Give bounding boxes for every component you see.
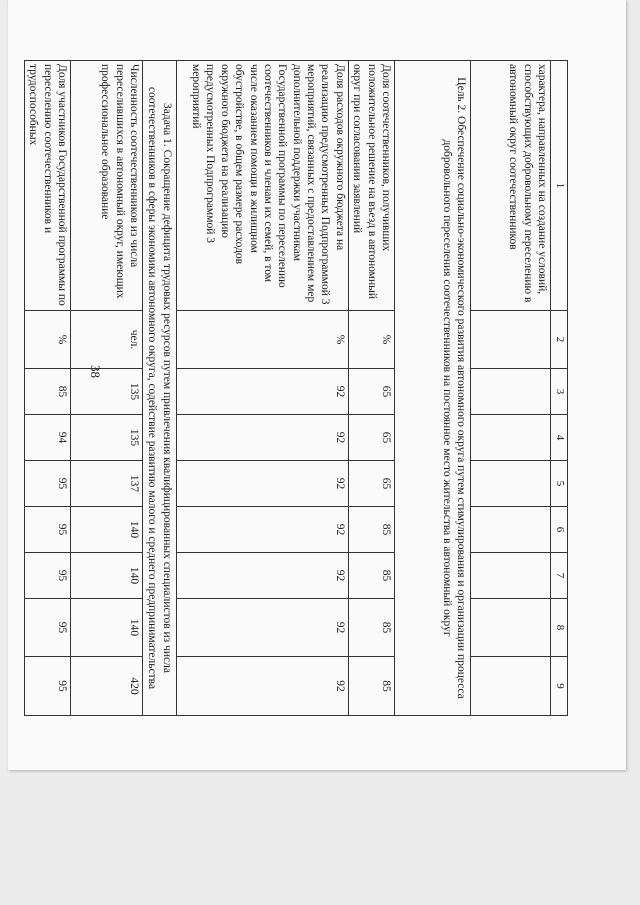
value-cell	[471, 553, 551, 599]
value-cell: 65	[348, 461, 394, 507]
goal-text: Задача 1. Сокращение дефицита трудовых ресурсов путем привлечения квалифицированных специалистов из числа соотечественников в сферы экономики автономного округа, содействие развитию малого и среднего предпринимательства	[143, 61, 177, 716]
value-cell	[471, 369, 551, 415]
value-cell: 65	[348, 415, 394, 461]
header-cell: 3	[551, 369, 568, 415]
header-cell: 6	[551, 507, 568, 553]
value-cell: 140	[71, 507, 143, 553]
value-cell	[471, 599, 551, 657]
value-cell: 92	[176, 461, 348, 507]
value-cell	[471, 507, 551, 553]
value-cell: 92	[176, 415, 348, 461]
goal-row	[395, 61, 471, 716]
table-row	[25, 61, 71, 716]
indicator-name-cell: Доля расходов окружного бюджета на реализацию предусмотренных Подпрограммой 3 мероприятий, связанных с предоставлением мер дополнительной поддержки участникам Государственной программы по переселению соотечественников и членам их семей, в том числе оказанием помощи в жилищном обустройстве, в общем размере расходов окружного бюджета на реализацию предусмотренных Подпрограммой 3 мероприятий	[176, 61, 348, 311]
value-cell: 420	[71, 657, 143, 716]
value-cell	[471, 461, 551, 507]
page-number: 38	[88, 365, 103, 378]
value-cell: 92	[176, 599, 348, 657]
goal-row	[143, 61, 177, 716]
indicator-name-cell: Доля участников Государственной программы по переселению соотечественников и трудоспособных	[25, 61, 71, 311]
value-cell: 95	[25, 553, 71, 599]
value-cell: %	[348, 311, 394, 369]
table-header-row	[551, 61, 568, 716]
value-cell: 135	[71, 415, 143, 461]
value-cell: чел.	[71, 311, 143, 369]
indicator-name-cell: Доля соотечественников, получивших положительное решение на въезд в автономный округ при согласовании заявлений	[348, 61, 394, 311]
value-cell: 94	[25, 415, 71, 461]
value-cell: 85	[348, 599, 394, 657]
value-cell: 135	[71, 369, 143, 415]
document-page	[8, 0, 626, 770]
value-cell: %	[176, 311, 348, 369]
value-cell: %	[25, 311, 71, 369]
value-cell: 95	[25, 507, 71, 553]
header-cell: 2	[551, 311, 568, 369]
header-cell: 9	[551, 657, 568, 716]
value-cell: 85	[25, 369, 71, 415]
table-row	[176, 61, 348, 716]
indicator-name-cell: Численность соотечественников из числа переселившихся в автономный округ, имеющих профессиональное образование	[71, 61, 143, 311]
value-cell	[471, 311, 551, 369]
value-cell: 85	[348, 553, 394, 599]
header-cell: 7	[551, 553, 568, 599]
value-cell: 85	[348, 657, 394, 716]
value-cell: 92	[176, 657, 348, 716]
table-row	[71, 61, 143, 716]
value-cell: 95	[25, 599, 71, 657]
value-cell: 65	[348, 369, 394, 415]
indicators-table	[24, 60, 568, 716]
value-cell: 137	[71, 461, 143, 507]
header-cell: 1	[551, 61, 568, 311]
header-cell: 8	[551, 599, 568, 657]
value-cell: 95	[25, 657, 71, 716]
table-row	[471, 61, 551, 716]
value-cell: 92	[176, 369, 348, 415]
value-cell: 140	[71, 599, 143, 657]
header-cell: 4	[551, 415, 568, 461]
value-cell: 92	[176, 553, 348, 599]
value-cell: 85	[348, 507, 394, 553]
header-cell: 5	[551, 461, 568, 507]
table-row	[348, 61, 394, 716]
value-cell	[471, 657, 551, 716]
indicator-name-cell: характера, направленных на создание условий, способствующих добровольному переселению в автономный округ соотечественников	[471, 61, 551, 311]
value-cell: 92	[176, 507, 348, 553]
value-cell	[471, 415, 551, 461]
goal-text: Цель 2. Обеспечение социально-экономического развития автономного округа путем стимулирования и организации процесса добровольного переселения соотечественников на постоянное место жительства в автономный округ	[395, 61, 471, 716]
value-cell: 95	[25, 461, 71, 507]
value-cell: 140	[71, 553, 143, 599]
